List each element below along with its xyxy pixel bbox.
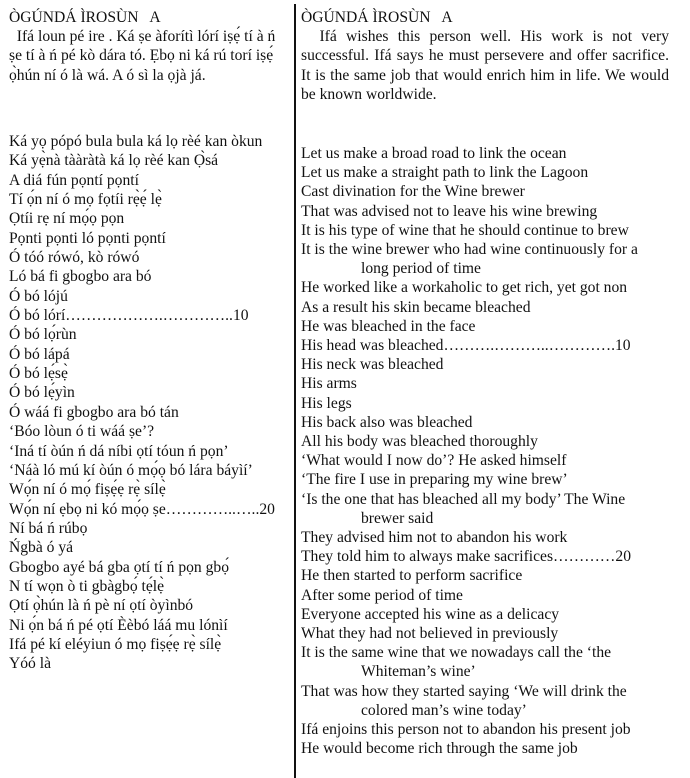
verse-line: Tí ọ́n ní ó mọ fọtíi rẹ̀ẹ́ lẹ̀ <box>9 191 162 209</box>
verse-line: Ni ọ́n bá ń pé ọtí Èèbó láá mu lónìí <box>9 616 228 634</box>
verse-line: A diá fún pọntí pọntí <box>9 171 139 189</box>
english-title: ÒGÚNDÁ ÌROSÙN A <box>301 9 453 26</box>
yoruba-title: ÒGÚNDÁ ÌROSÙN A <box>9 9 161 26</box>
verse-line-text: ‘The fire I use in preparing my wine brew’ <box>301 471 568 489</box>
verse-line: Ifá pé kí eléyiun ó mọ fiṣẹ́ẹ rẹ̀ sílẹ̀ <box>9 635 222 653</box>
verse-line <box>301 336 669 355</box>
verse-line <box>301 144 669 163</box>
verse-line <box>301 739 669 758</box>
verse-line: Ká yẹ̀nà tààràtà ká lọ rèé kan Ọ̀sá <box>9 152 219 170</box>
verse-line <box>301 413 669 432</box>
verse-line-text: What they had not believed in previously <box>301 625 559 643</box>
verse-line <box>301 528 669 547</box>
verse-line <box>301 566 669 585</box>
verse-line-text: ‘Is the one that has bleached all my body’ The Wine <box>301 490 626 508</box>
verse-line-text: That was how they started saying ‘We will drink the <box>301 682 627 700</box>
verse-line: Ó bó lápá <box>9 345 70 363</box>
verse-line: Yóó là <box>9 655 52 673</box>
verse-line <box>301 605 669 624</box>
verse-line-text: He worked like a workaholic to get rich, yet got non <box>301 279 628 297</box>
verse-line-text: His neck was bleached <box>301 356 444 374</box>
verse-line <box>301 374 669 393</box>
verse-line: Ó tóó rówó, kò rówó <box>9 249 140 267</box>
verse-line-text: He then started to perform sacrifice <box>301 567 523 585</box>
yoruba-column <box>0 0 293 778</box>
verse-line: ‘Bóo lòun ó ti wáá ṣe’? <box>9 423 155 441</box>
verse-line: Ní bá ń rúbọ <box>9 519 88 537</box>
verse-line: Wọ́n ní ó mọ́ fiṣẹ́ẹ rẹ̀ sílẹ̀ <box>9 481 166 499</box>
verse-line <box>301 355 669 374</box>
verse-line <box>301 547 669 566</box>
verse-line: Ó bó lórí……………….…………..10 <box>9 307 249 325</box>
verse-line-text: After some period of time <box>301 586 463 604</box>
verse-line: ‘Náà ló mú kí òún ó mọ́ọ bó lára báyìí’ <box>9 461 253 479</box>
english-intro: Ifá wishes this person well. His work is not very successful. Ifá says he must persevere and offer sacrifice. It is the same job that would enrich him in life. We would be known worldwide. <box>301 28 669 103</box>
verse-line: Ó bó lójú <box>9 287 68 305</box>
verse-line: Ó wáá fi gbogbo ara bó tán <box>9 403 179 421</box>
verse-line: Pọnti pọnti ló pọnti pọntí <box>9 229 166 247</box>
verse-line <box>301 278 669 297</box>
verse-line-text: He would become rich through the same job <box>301 740 578 758</box>
verse-line <box>301 182 669 201</box>
verse-line-text: His back also was bleached <box>301 413 473 431</box>
verse-line <box>301 682 669 720</box>
verse-line <box>301 221 669 240</box>
verse-line: Ọtí ọ̀hún là ń pè ní ọtí òyìnbó <box>9 597 194 615</box>
verse-line: Ó bó lẹ́sẹ̀ <box>9 365 68 383</box>
english-column <box>301 0 671 778</box>
verse-line-text: It is the wine brewer who had wine continuously for a <box>301 241 638 259</box>
verse-line-continuation: colored man’s wine today’ <box>361 701 527 719</box>
verse-line-continuation: Whiteman’s wine’ <box>361 663 476 681</box>
verse-line-text: Let us make a straight path to link the Lagoon <box>301 164 589 182</box>
verse-line-text: It is his type of wine that he should continue to brew <box>301 221 629 239</box>
verse-line <box>301 394 669 413</box>
verse-line: Ó bó lẹ́yìn <box>9 384 75 402</box>
verse-line-text: His legs <box>301 394 352 412</box>
verse-line-text: All his body was bleached thoroughly <box>301 433 538 451</box>
verse-line-text: They advised him not to abandon his work <box>301 529 568 547</box>
verse-line-text: Ifá enjoins this person not to abandon his present job <box>301 721 631 739</box>
verse-line <box>301 298 669 317</box>
verse-line <box>301 643 669 681</box>
verse-line: Wọ́n ní ẹbọ ni kó mọ́ọ ṣe…………..…..20 <box>9 500 275 518</box>
verse-line-continuation: brewer said <box>361 509 434 527</box>
verse-line: Ó bó lọ́rùn <box>9 326 77 344</box>
verse-line <box>301 451 669 470</box>
verse-line-text: His head was bleached……….………..………….10 <box>301 337 631 355</box>
verse-line-text: ‘What would I now do’? He asked himself <box>301 452 567 470</box>
verse-line-continuation: long period of time <box>361 260 481 278</box>
verse-line <box>301 317 669 336</box>
verse-line: ‘Iná tí òún ń dá níbi ọtí tóun ń pọn’ <box>9 442 229 460</box>
verse-line: Ló bá fi gbogbo ara bó <box>9 268 152 286</box>
yoruba-verse <box>9 132 275 674</box>
verse-line-text: As a result his skin became bleached <box>301 298 531 316</box>
verse-line <box>301 586 669 605</box>
verse-line-text: It is the same wine that we nowadays call the ‘the <box>301 644 612 662</box>
verse-line <box>301 163 669 182</box>
verse-line-text: He was bleached in the face <box>301 317 476 335</box>
verse-line-text: They told him to always make sacrifices…………20 <box>301 548 631 566</box>
verse-line <box>301 432 669 451</box>
verse-line <box>301 470 669 489</box>
verse-line-text: Cast divination for the Wine brewer <box>301 183 525 201</box>
verse-line: Ọtíi rẹ ní mọ́ọ pọn <box>9 210 125 228</box>
verse-line: Gbogbo ayé bá gba ọtí tí ń pọn gbọ́ <box>9 558 230 576</box>
yoruba-intro: Ifá loun pé ire . Ká ṣe àforítì lórí iṣẹ́ tí à ń ṣe tí à ń pé kò dára tó. Ẹbọ ni ká rú torí iṣẹ́ ọ̀hún ní ó là wá. A ó sì la ọjà já. <box>9 28 276 84</box>
verse-line: Ká yọ pópó bula bula ká lọ rèé kan òkun <box>9 133 263 150</box>
verse-line <box>301 202 669 221</box>
verse-line <box>301 490 669 528</box>
verse-line: N tí wọn ò ti gbàgbọ́ tẹ́lẹ̀ <box>9 577 165 595</box>
verse-line <box>301 720 669 739</box>
column-divider <box>294 4 296 778</box>
verse-line <box>301 624 669 643</box>
verse-line <box>301 240 669 278</box>
verse-line-text: That was advised not to leave his wine brewing <box>301 202 598 220</box>
english-verse <box>301 144 669 759</box>
verse-line-text: Everyone accepted his wine as a delicacy <box>301 605 560 623</box>
verse-line-text: Let us make a broad road to link the ocean <box>301 145 567 162</box>
verse-line: Ńgbà ó yá <box>9 539 74 557</box>
verse-line-text: His arms <box>301 375 357 393</box>
